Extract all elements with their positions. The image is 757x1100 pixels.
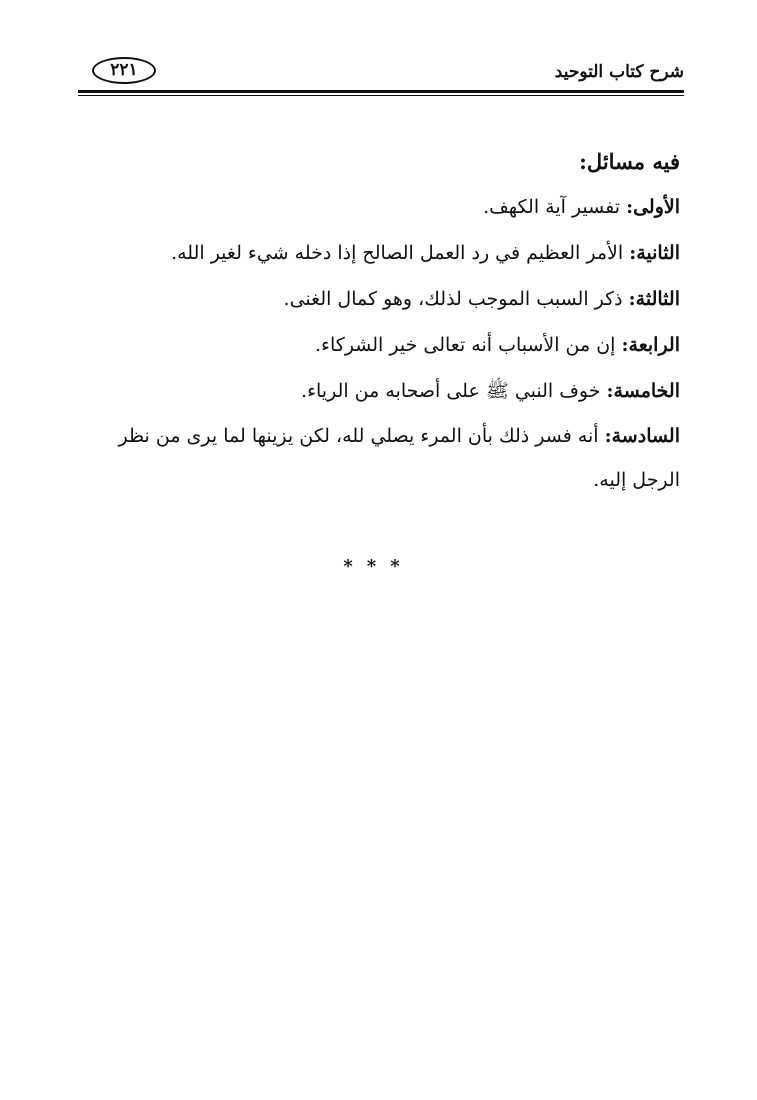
issue-label: السادسة: [604, 425, 680, 447]
issue-label: الثالثة: [628, 288, 680, 310]
issue-item [70, 276, 680, 322]
header-rule-thick [78, 90, 684, 93]
issue-item [70, 230, 680, 276]
page-header [78, 56, 684, 100]
issue-label: الرابعة: [621, 334, 680, 356]
issues-section [70, 142, 680, 502]
issue-text: ذكر السبب الموجب لذلك، وهو كمال الغنى. [283, 288, 629, 310]
issue-text: إن من الأسباب أنه تعالى خير الشركاء. [315, 334, 622, 356]
page-number: ٢٢١ [92, 57, 156, 84]
section-heading: فيه مسائل: [579, 149, 680, 174]
book-title: شرح كتاب التوحيد [554, 62, 684, 82]
issue-text: الأمر العظيم في رد العمل الصالح إذا دخله شيء لغير الله. [171, 242, 630, 264]
issue-text: خوف النبي ﷺ على أصحابه من الرياء. [301, 380, 607, 402]
issue-label: الأولى: [626, 196, 680, 218]
issue-label: الثانية: [629, 242, 680, 264]
issue-item [70, 322, 680, 368]
header-rule-thin [78, 95, 684, 96]
issue-text: تفسير آية الكهف. [483, 196, 627, 218]
issue-text: أنه فسر ذلك بأن المرء يصلي لله، لكن يزينها لما يرى من نظر الرجل إليه. [118, 425, 680, 491]
issue-item [70, 414, 680, 502]
issue-label: الخامسة: [606, 380, 680, 402]
issue-item [70, 368, 680, 414]
issue-item [70, 184, 680, 230]
section-divider-asterisks: *** [343, 556, 414, 577]
